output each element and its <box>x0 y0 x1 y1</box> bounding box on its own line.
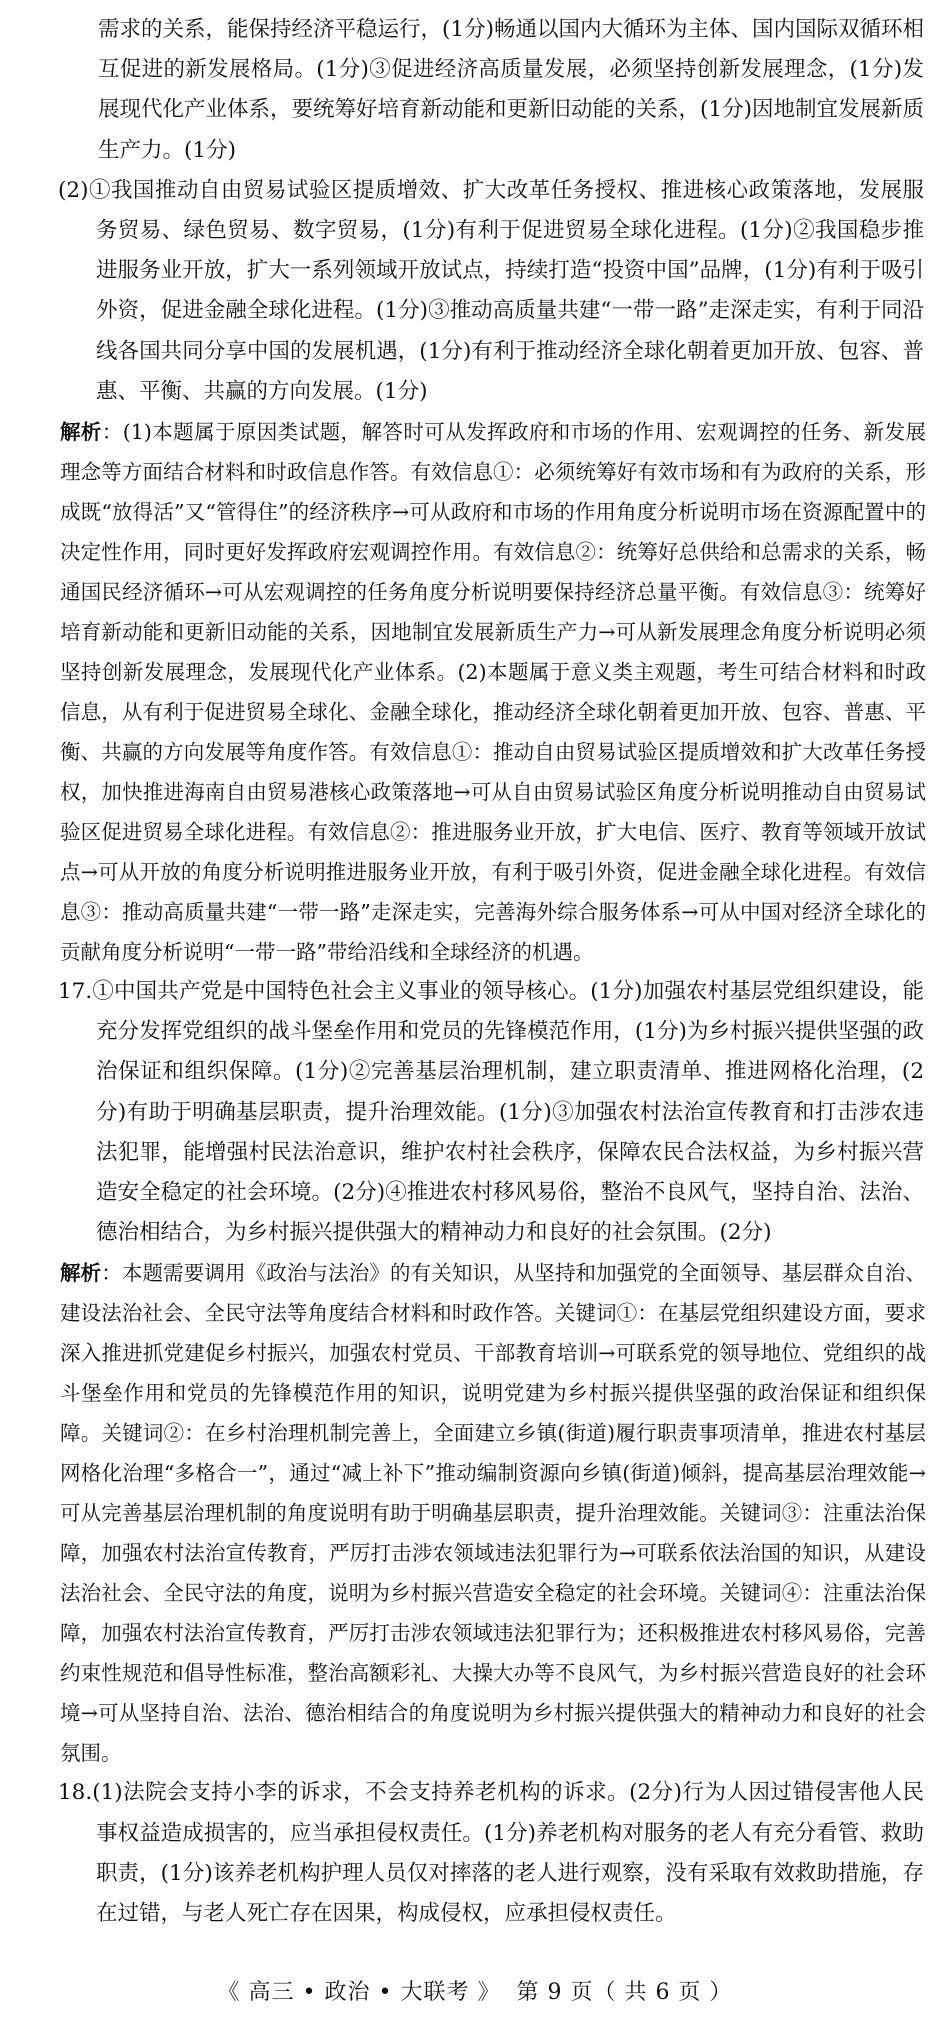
footer-title: 《 高三 • 政治 • 大联考 》 <box>217 1980 501 2005</box>
q16-part2-number: (2) <box>58 177 89 203</box>
footer-page-number: 第 9 页（ 共 6 页 ） <box>516 1980 733 2005</box>
q17-analysis-text: ：本题需要调用《政治与法治》的有关知识，从坚持和加强党的全面领导、基层群众自治、建设法治社会、全民守法等角度结合材料和时政作答。关键词①：在基层党组织建设方面，要求深入推进抓党建促乡村振兴，加强农村党员、干部教育培训→可联系党的领导地位、党组织的战斗堡垒作用和党员的先锋模范作用的知识，说明党建为乡村振兴提供坚强的政治保证和组织保障。关键词②：在乡村治理机制完善上，全面建立乡镇(街道)履行职责事项清单，推进农村基层网格化治理“多格合一”，通过“减上补下”推动编制资源向乡镇(街道)倾斜，提高基层治理效能→可从完善基层治理机制的角度说明有助于明确基层职责，提升治理效能。关键词③：注重法治保障，加强农村法治宣传教育，严厉打击涉农领域违法犯罪行为→可联系依法治国的知识，从建设法治社会、全民守法的角度，说明为乡村振兴营造安全稳定的社会环境。关键词④：注重法治保障，加强农村法治宣传教育，严厉打击涉农领域违法犯罪行为；还积极推进农村移风易俗，完善约束性规范和倡导性标准，整治高额彩礼、大操大办等不良风气，为乡村振兴营造良好的社会环境→可从坚持自治、法治、德治相结合的角度说明为乡村振兴提供强大的精神动力和良好的社会氛围。 <box>60 1261 927 1766</box>
q17-answer <box>38 972 950 1253</box>
q16-part2-text: ①我国推动自由贸易试验区提质增效、扩大改革任务授权、推进核心政策落地，发展服务贸易、绿色贸易、数字贸易，(1分)有利于促进贸易全球化进程。(1分)②我国稳步推进服务业开放，扩大一系列领域开放试点，持续打造“投资中国”品牌，(1分)有利于吸引外资，促进金融全球化进程。(1分)③推动高质量共建“一带一路”走深走实，有利于同沿线各国共同分享中国的发展机遇，(1分)有利于推动经济全球化朝着更加开放、包容、普惠、平衡、共赢的方向发展。(1分) <box>88 177 924 404</box>
q18-text: (1)法院会支持小李的诉求，不会支持养老机构的诉求。(2分)行为人因过错侵害他人民事权益造成损害的，应当承担侵权责任。(1分)养老机构对服务的老人有充分看管、救助职责，(1分)该养老机构护理人员仅对摔落的老人进行观察，没有采取有效救助措施，存在过错，与老人死亡存在因果，构成侵权，应承担侵权责任。 <box>92 1780 924 1927</box>
q16-analysis <box>0 412 950 972</box>
q16-analysis-label: 解析 <box>60 420 102 445</box>
q18-number: 18. <box>58 1780 93 1806</box>
q16-part2-answer <box>38 171 950 412</box>
page-footer <box>0 1975 950 2006</box>
q17-analysis-label: 解析 <box>60 1261 102 1286</box>
q17-analysis <box>0 1253 950 1773</box>
q17-text: ①中国共产党是中国特色社会主义事业的领导核心。(1分)加强农村基层党组织建设，能充分发挥党组织的战斗堡垒作用和党员的先锋模范作用，(1分)为乡村振兴提供坚强的政治保证和组织保障。(1分)②完善基层治理机制，建立职责清单、推进网格化治理，(2分)有助于明确基层职责，提升治理效能。(1分)③加强农村法治宣传教育和打击涉农违法犯罪，能增强村民法治意识，维护农村社会秩序，保障农民合法权益，为乡村振兴营造安全稳定的社会环境。(2分)④推进农村移风易俗，整治不良风气，坚持自治、法治、德治相结合，为乡村振兴提供强大的精神动力和良好的社会氛围。(2分) <box>92 979 924 1246</box>
q16-part1-continuation: 需求的关系，能保持经济平稳运行，(1分)畅通以国内大循环为主体、国内国际双循环相互促进的新发展格局。(1分)③促进经济高质量发展，必须坚持创新发展理念，(1分)发展现代化产业体系，要统筹好培育新动能和更新旧动能的关系，(1分)因地制宜发展新质生产力。(1分) <box>98 17 924 163</box>
q17-number: 17. <box>58 979 93 1005</box>
q16-analysis-text: ：(1)本题属于原因类试题，解答时可从发挥政府和市场的作用、宏观调控的任务、新发展理念等方面结合材料和时政信息作答。有效信息①：必须统筹好有效市场和有为政府的关系，形成既“放得活”又“管得住”的经济秩序→可从政府和市场的作用角度分析说明市场在资源配置中的决定性作用，同时更好发挥政府宏观调控作用。有效信息②：统筹好总供给和总需求的关系，畅通国民经济循环→可从宏观调控的任务角度分析说明要保持经济总量平衡。有效信息③：统筹好培育新动能和更新旧动能的关系，因地制宜发展新质生产力→可从新发展理念角度分析说明必须坚持创新发展理念，发展现代化产业体系。(2)本题属于意义类主观题，考生可结合材料和时政信息，从有利于促进贸易全球化、金融全球化，推动经济全球化朝着更加开放、包容、普惠、平衡、共赢的方向发展等角度作答。有效信息①：推动自由贸易试验区提质增效和扩大改革任务授权，加快推进海南自由贸易港核心政策落地→可从自由贸易试验区角度分析说明推动自由贸易试验区促进贸易全球化进程。有效信息②：推进服务业开放，扩大电信、医疗、教育等领域开放试点→可从开放的角度分析说明推进服务业开放，有利于吸引外资，促进金融全球化进程。有效信息③：推动高质量共建“一带一路”走深走实，完善海外综合服务体系→可从中国对经济全球化的贡献角度分析说明“一带一路”带给沿线和全球经济的机遇。 <box>60 420 927 965</box>
q18-answer <box>38 1773 950 1934</box>
